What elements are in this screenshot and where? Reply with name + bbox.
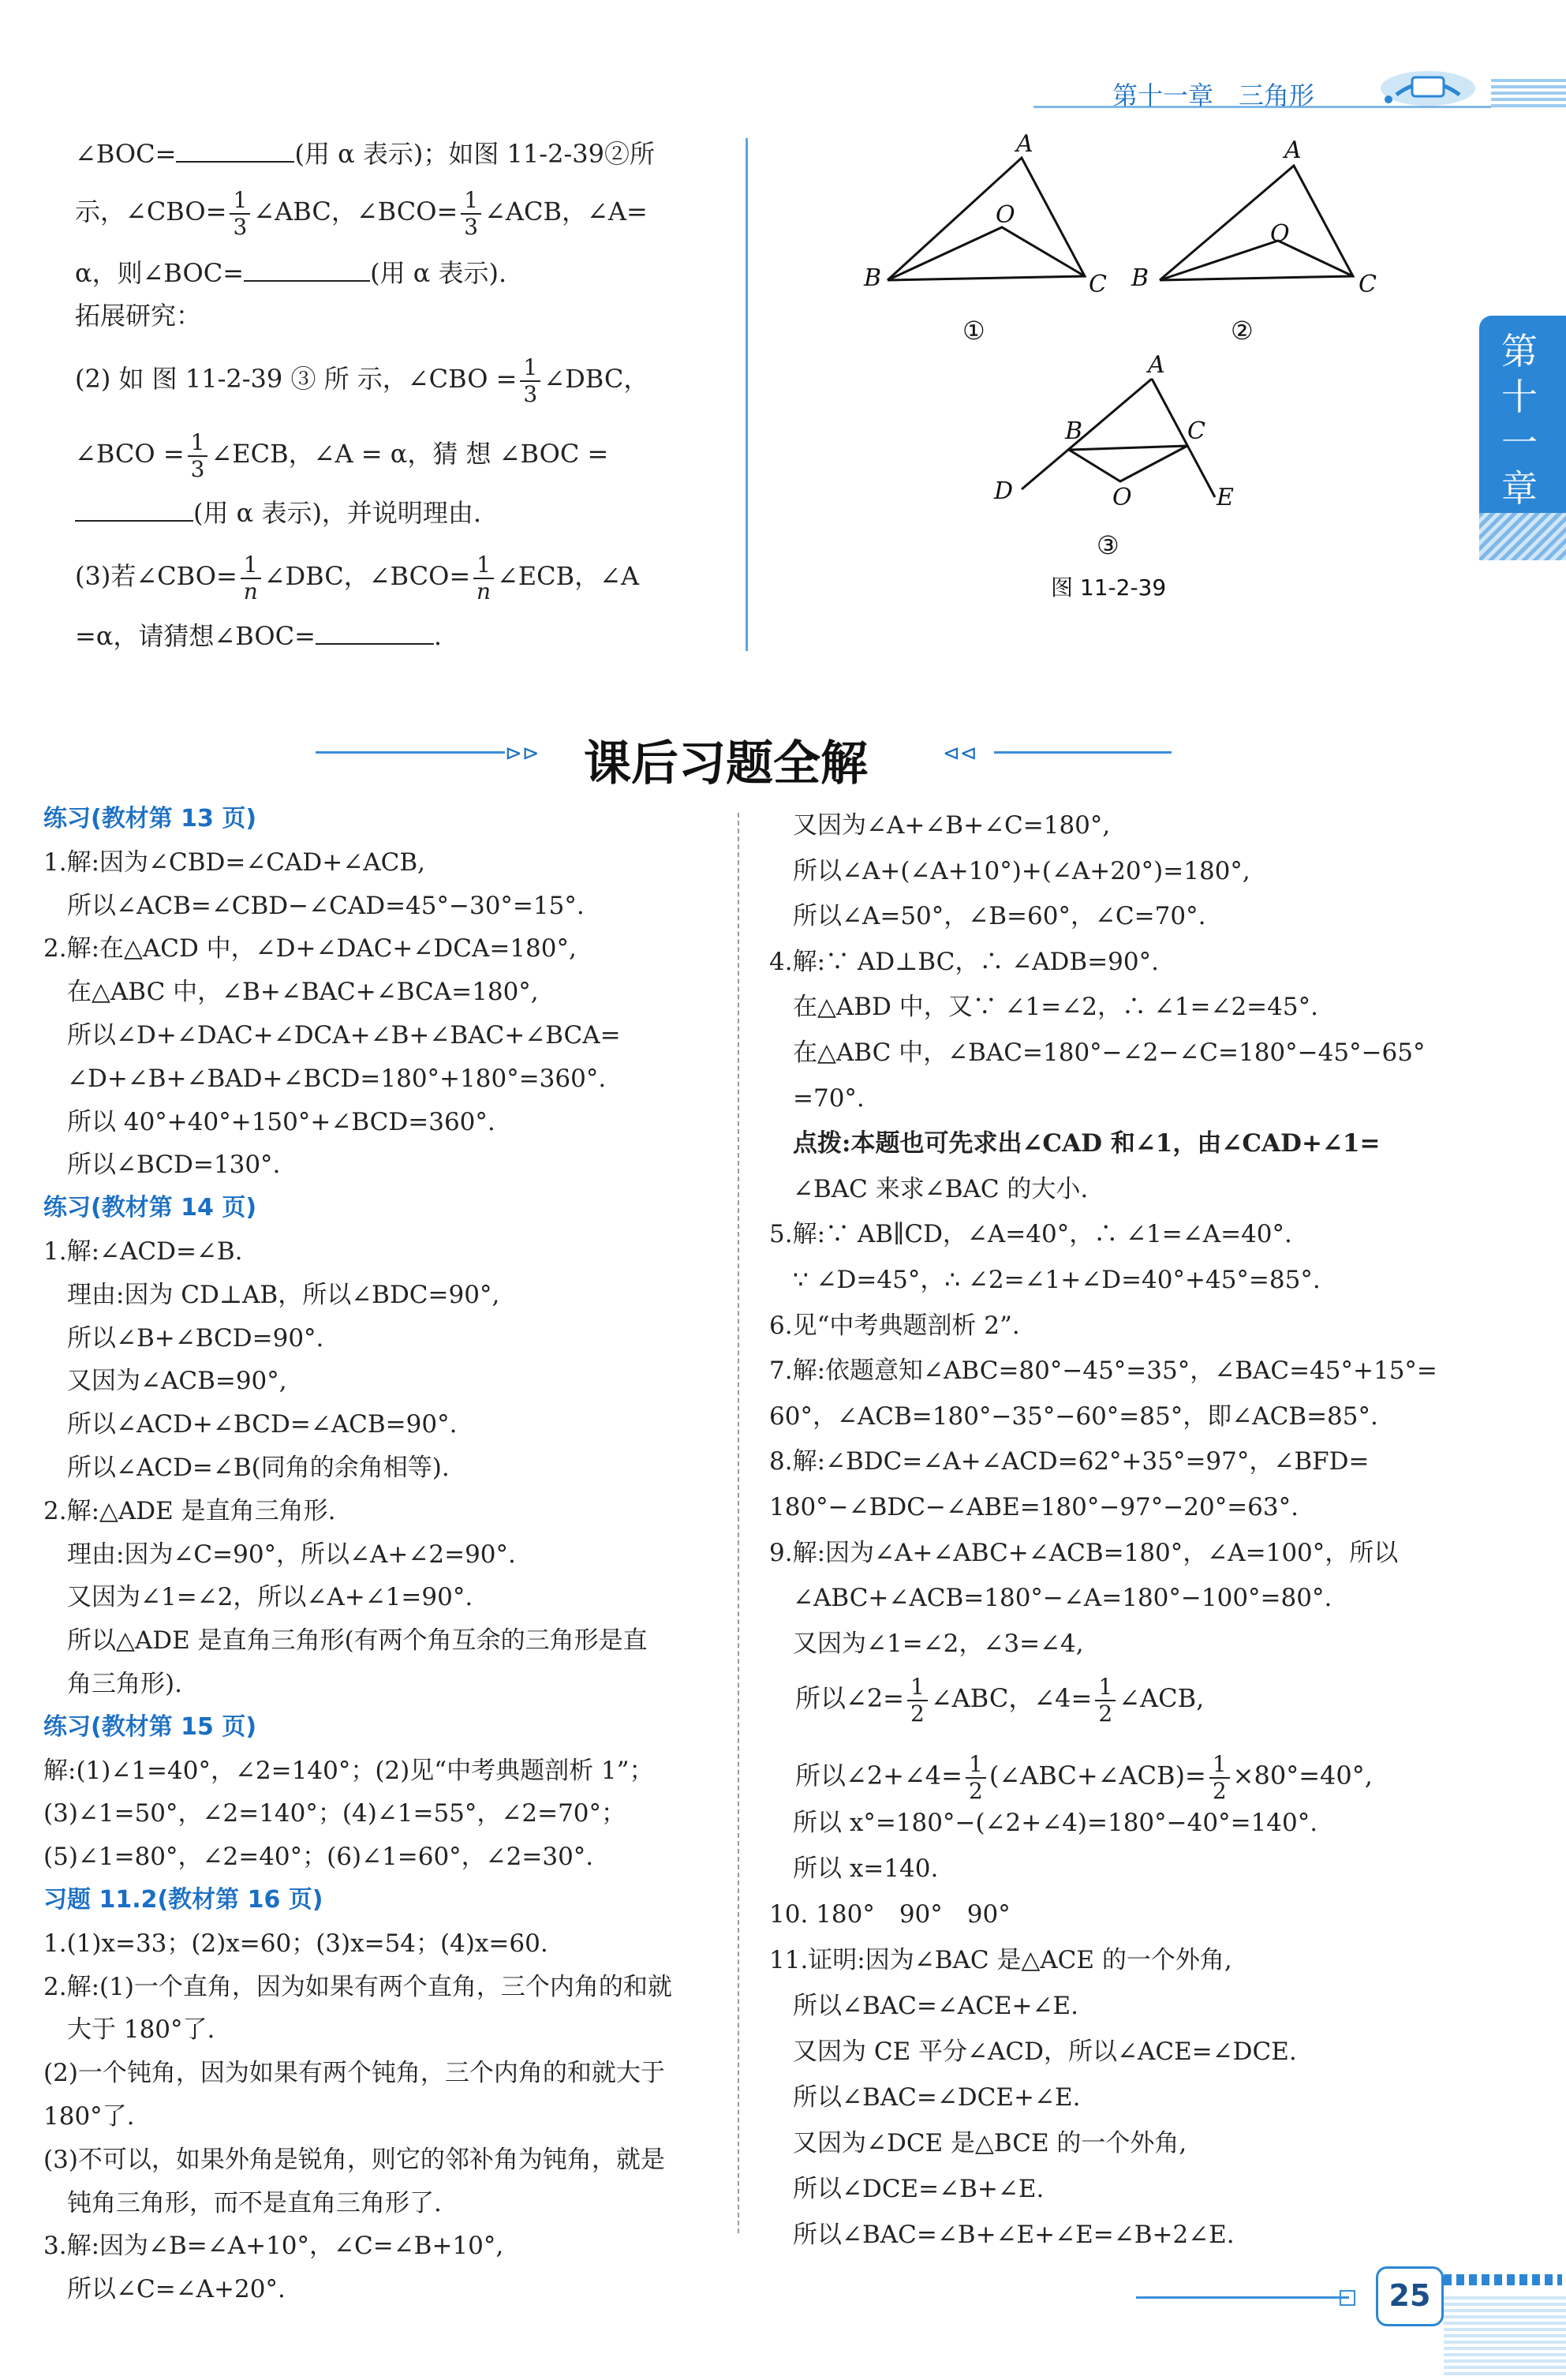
frac-numerator: 1 [520,355,540,382]
solution-line: 2.解:(1)一个直角，因为如果有两个直角，三个内角的和就 [43,1972,672,2001]
book-logo-icon [1365,63,1483,110]
fraction [461,188,481,240]
solution-line: 所以∠BAC=∠ACE+∠E. [793,1992,1078,2020]
footer-square-icon [1340,2290,1355,2306]
solution-line: 2.解:△ADE 是直角三角形. [43,1496,336,1525]
frac-numerator: 1 [188,430,208,457]
frac-numerator: 1 [473,552,494,579]
text: ∠ECB，∠A [496,561,640,591]
figure-11-2-39 [828,134,1444,616]
solution-line: 1.(1)x=33；(2)x=60；(3)x=54；(4)x=60. [43,1929,548,1958]
title-arrows-right-icon: ⊳⊳ [505,742,540,765]
text: 所以∠2+∠4= [795,1761,962,1791]
text: (用 α 表示)，并说明理由. [193,498,482,528]
section-heading: 习题 11.2(教材第 16 页) [43,1886,323,1914]
solution-line: 所以∠DCE=∠B+∠E. [793,2175,1045,2203]
text: ∠ACB，∠A= [484,196,648,226]
frac-denominator: n [477,578,491,604]
problem-line-7 [75,497,481,529]
text: . [433,621,443,651]
section-heading: 练习(教材第 14 页) [43,1194,257,1222]
title-line-left [316,751,505,754]
frac-denominator: 3 [190,455,205,482]
solution-line: 1.解:∠ACD=∠B. [43,1237,243,1266]
solution-line: 7.解:依题意知∠ABC=80°−45°=35°，∠BAC=45°+15°= [769,1357,1437,1386]
frac-numerator: 1 [241,552,261,579]
solution-line: 所以∠A+(∠A+10°)+(∠A+20°)=180°, [793,856,1250,885]
fig1-label-o: O [996,201,1015,229]
text: ∠ABC，∠4= [930,1683,1093,1713]
solution-line: 所以∠BCD=130°. [67,1151,281,1180]
answer-blank [176,139,294,163]
footer-stripes [1444,2296,1566,2375]
solution-line: 6.见“中考典题剖析 2”. [769,1311,1020,1340]
answer-blank [316,621,434,645]
text: (3)若∠CBO= [75,561,237,591]
header-stripes [1491,79,1566,110]
solution-line: 在△ABC 中，∠B+∠BAC+∠BCA=180°, [67,978,539,1007]
footer-dots [1444,2274,1562,2285]
solution-line: 又因为∠DCE 是△BCE 的一个外角, [793,2129,1187,2157]
solution-line: 8.解:∠BDC=∠A+∠ACD=62°+35°=97°，∠BFD= [769,1447,1370,1476]
triangle-figure-2 [1160,166,1353,280]
solution-line: 在△ABD 中，又∵ ∠1=∠2，∴ ∠1=∠2=45°. [793,993,1318,1022]
solution-line: 所以∠ACB=∠CBD−∠CAD=45°−30°=15°. [67,891,585,920]
solution-line: 所以 40°+40°+150°+∠BCD=360°. [67,1107,495,1136]
fraction [230,188,250,240]
solution-line: 所以∠BAC=∠B+∠E+∠E=∠B+2∠E. [793,2221,1235,2249]
text: α，则∠BOC= [75,258,245,288]
solution-line: 理由:因为∠C=90°，所以∠A+∠2=90°. [67,1540,516,1569]
solution-line: 1.解:因为∠CBD=∠CAD+∠ACB, [43,848,425,877]
footer-line [1136,2296,1349,2299]
figure-caption: 图 11-2-39 [1051,574,1167,601]
solution-line: 11.证明:因为∠BAC 是△ACE 的一个外角, [769,1946,1232,1974]
solution-line: 理由:因为 CD⊥AB，所以∠BDC=90°, [67,1280,500,1309]
solution-line: 在△ABC 中，∠BAC=180°−∠2−∠C=180°−45°−65° [793,1038,1426,1067]
frac-denominator: 3 [233,213,248,240]
frac-numerator: 1 [907,1675,928,1701]
hint-line: 点拨:本题也可先求出∠CAD 和∠1，由∠CAD+∠1= [793,1129,1381,1158]
solution-9-fraction-line-1 [795,1667,1204,1730]
fig3-label-c: C [1187,417,1205,445]
solution-line: ∵ ∠D=45°，∴ ∠2=∠1+∠D=40°+45°=85°. [793,1266,1321,1294]
text: 示，∠CBO= [75,196,227,226]
solution-line: 所以∠A=50°，∠B=60°，∠C=70°. [793,902,1206,931]
solution-line: 解:(1)∠1=40°，∠2=140°；(2)见“中考典题剖析 1”； [43,1756,654,1785]
text: ∠DBC， [544,364,649,394]
text: 所以∠2= [795,1683,904,1713]
frac-numerator: 1 [230,188,250,215]
frac-denominator: n [243,578,258,604]
solution-line: (2)一个钝角，因为如果有两个钝角，三个内角的和就大于 [43,2059,665,2088]
fig2-label-c: C [1359,271,1377,298]
frac-denominator: 2 [968,1777,983,1804]
text: (2) 如 图 11-2-39 ③ 所 示，∠CBO = [75,364,518,394]
solution-line: (3)∠1=50°，∠2=140°；(4)∠1=55°，∠2=70°； [43,1799,626,1828]
fraction [966,1752,986,1804]
text: (用 α 表示). [370,258,507,288]
problem-line-8 [75,544,639,608]
text: ×80°=40°, [1232,1761,1373,1791]
answer-blank [244,258,370,282]
solution-line: 所以∠B+∠BCD=90°. [67,1323,324,1353]
solution-line: ∠ABC+∠ACB=180°−∠A=180°−100°=80°. [793,1584,1332,1613]
header-chapter: 第十一章 三角形 [1112,80,1315,110]
fraction [473,552,494,604]
text: (用 α 表示)；如图 11-2-39②所 [294,139,655,169]
problem-line-4: 拓展研究： [75,301,202,331]
solution-line: 钝角三角形，而不是直角三角形了. [67,2188,442,2217]
side-tab-stripes [1479,513,1566,560]
text: ∠ACB, [1119,1683,1205,1713]
frac-denominator: 3 [464,213,479,240]
fraction [241,552,261,604]
problem-line-2 [75,180,648,243]
fraction [520,355,540,407]
text: (∠ABC+∠ACB)= [989,1761,1206,1791]
problem-line-9 [75,620,442,652]
fig1-label-c: C [1089,271,1107,298]
triangle-figure-1 [888,158,1085,280]
solution-line: 5.解:∵ AB∥CD，∠A=40°，∴ ∠1=∠A=40°. [769,1220,1292,1249]
fig3-number: ③ [1097,530,1119,560]
solution-line: 所以∠ACD+∠BCD=∠ACB=90°. [67,1410,458,1439]
fig3-label-e: E [1217,484,1234,511]
solution-line: 所以△ADE 是直角三角形(有两个角互余的三角形是直 [67,1626,648,1656]
fig3-label-d: D [994,477,1014,505]
solution-line: 9.解:因为∠A+∠ABC+∠ACB=180°，∠A=100°，所以 [769,1538,1399,1567]
section-heading: 练习(教材第 15 页) [43,1712,257,1741]
frac-numerator: 1 [461,188,481,215]
text: ∠ECB，∠A = α，猜 想 ∠BOC = [211,439,609,469]
solution-line: 2.解:在△ACD 中，∠D+∠DAC+∠DCA=180°, [43,934,577,964]
solution-line: 3.解:因为∠B=∠A+10°，∠C=∠B+10°, [43,2232,504,2261]
solution-line: 60°，∠ACB=180°−35°−60°=85°，即∠ACB=85°. [769,1401,1378,1431]
solution-line: 又因为∠1=∠2，∠3=∠4, [793,1629,1084,1658]
fig3-label-b: B [1065,417,1083,445]
solution-line: 所以∠C=∠A+20°. [67,2275,286,2304]
solution-line: ∠D+∠B+∠BAD+∠BCD=180°+180°=360°. [67,1064,607,1093]
title-line-right [994,751,1172,754]
solution-line: 又因为∠1=∠2，所以∠A+∠1=90°. [67,1583,473,1612]
solution-line: 又因为∠A+∠B+∠C=180°, [793,811,1111,840]
section-title-bar [0,726,1566,791]
solution-line: 又因为 CE 平分∠ACD，所以∠ACE=∠DCE. [793,2038,1297,2066]
solution-line: ∠BAC 来求∠BAC 的大小. [793,1174,1089,1203]
text: ∠BOC= [75,139,177,169]
footer [1128,2257,1566,2380]
solution-line: 10. 180° 90° 90° [769,1900,1011,1929]
fig1-label-a: A [1016,134,1033,158]
fig3-label-o: O [1112,484,1132,511]
solution-line: 所以 x=140. [793,1854,939,1883]
solution-line: (3)不可以，如果外角是锐角，则它的邻补角为钝角，就是 [43,2145,665,2174]
column-divider [738,813,739,2233]
problem-line-5 [75,347,648,410]
text: ∠BCO = [75,439,185,469]
section-title: 课后习题全解 [584,736,868,791]
frac-denominator: 2 [910,1700,925,1727]
fraction [907,1675,928,1727]
page-number-box [1376,2266,1444,2326]
problem-line-6 [75,422,608,485]
problem-line-3 [75,257,506,289]
text: ∠DBC，∠BCO= [263,561,471,591]
solution-line: 大于 180°了. [67,2015,215,2045]
title-arrows-left-icon: ⊲⊲ [943,742,977,765]
solution-line: 所以∠ACD=∠B(同角的余角相等). [67,1454,450,1482]
page-number: 25 [1388,2278,1431,2313]
solution-line: 180°了. [43,2102,135,2131]
text: =α，请猜想∠BOC= [75,621,316,651]
solution-line: 角三角形). [67,1670,182,1698]
problem-line-1 [75,138,655,170]
fig2-label-b: B [1131,264,1149,292]
section-heading: 练习(教材第 13 页) [43,805,257,833]
frac-numerator: 1 [1209,1752,1230,1779]
frac-numerator: 1 [966,1752,986,1779]
text: ∠ABC，∠BCO= [253,196,458,226]
top-divider [746,138,748,651]
solution-9-fraction-line-2 [795,1744,1373,1807]
fraction [1209,1752,1230,1804]
chapter-side-tab-label: 第十一章 [1501,330,1538,510]
frac-numerator: 1 [1095,1675,1116,1701]
answer-blank [75,498,193,522]
fig2-number: ② [1231,316,1254,346]
frac-denominator: 2 [1098,1700,1113,1727]
solution-line: 180°−∠BDC−∠ABE=180°−97°−20°=63°. [769,1493,1299,1521]
fig1-number: ① [962,316,985,346]
solution-line: =70°. [793,1083,865,1113]
triangle-figure-3 [1022,379,1215,497]
fig3-label-a: A [1148,351,1165,379]
frac-denominator: 2 [1212,1777,1227,1804]
solution-line: (5)∠1=80°，∠2=40°；(6)∠1=60°，∠2=30°. [43,1843,594,1872]
solution-line: 所以∠BAC=∠DCE+∠E. [793,2083,1081,2112]
fig1-label-b: B [864,264,882,292]
fig2-label-a: A [1284,137,1302,164]
fig2-label-o: O [1270,220,1290,248]
fraction [1095,1675,1116,1727]
solution-line: 所以 x°=180°−(∠2+∠4)=180°−40°=140°. [793,1809,1318,1837]
frac-denominator: 3 [523,380,538,407]
solution-line: 又因为∠ACB=90°, [67,1367,287,1396]
solution-line: 所以∠D+∠DAC+∠DCA+∠B+∠BAC+∠BCA= [67,1021,621,1050]
header-bar [1033,71,1566,118]
solution-line: 4.解:∵ AD⊥BC，∴ ∠ADB=90°. [769,947,1159,976]
fraction [188,430,208,482]
chapter-side-tab [1479,316,1566,560]
